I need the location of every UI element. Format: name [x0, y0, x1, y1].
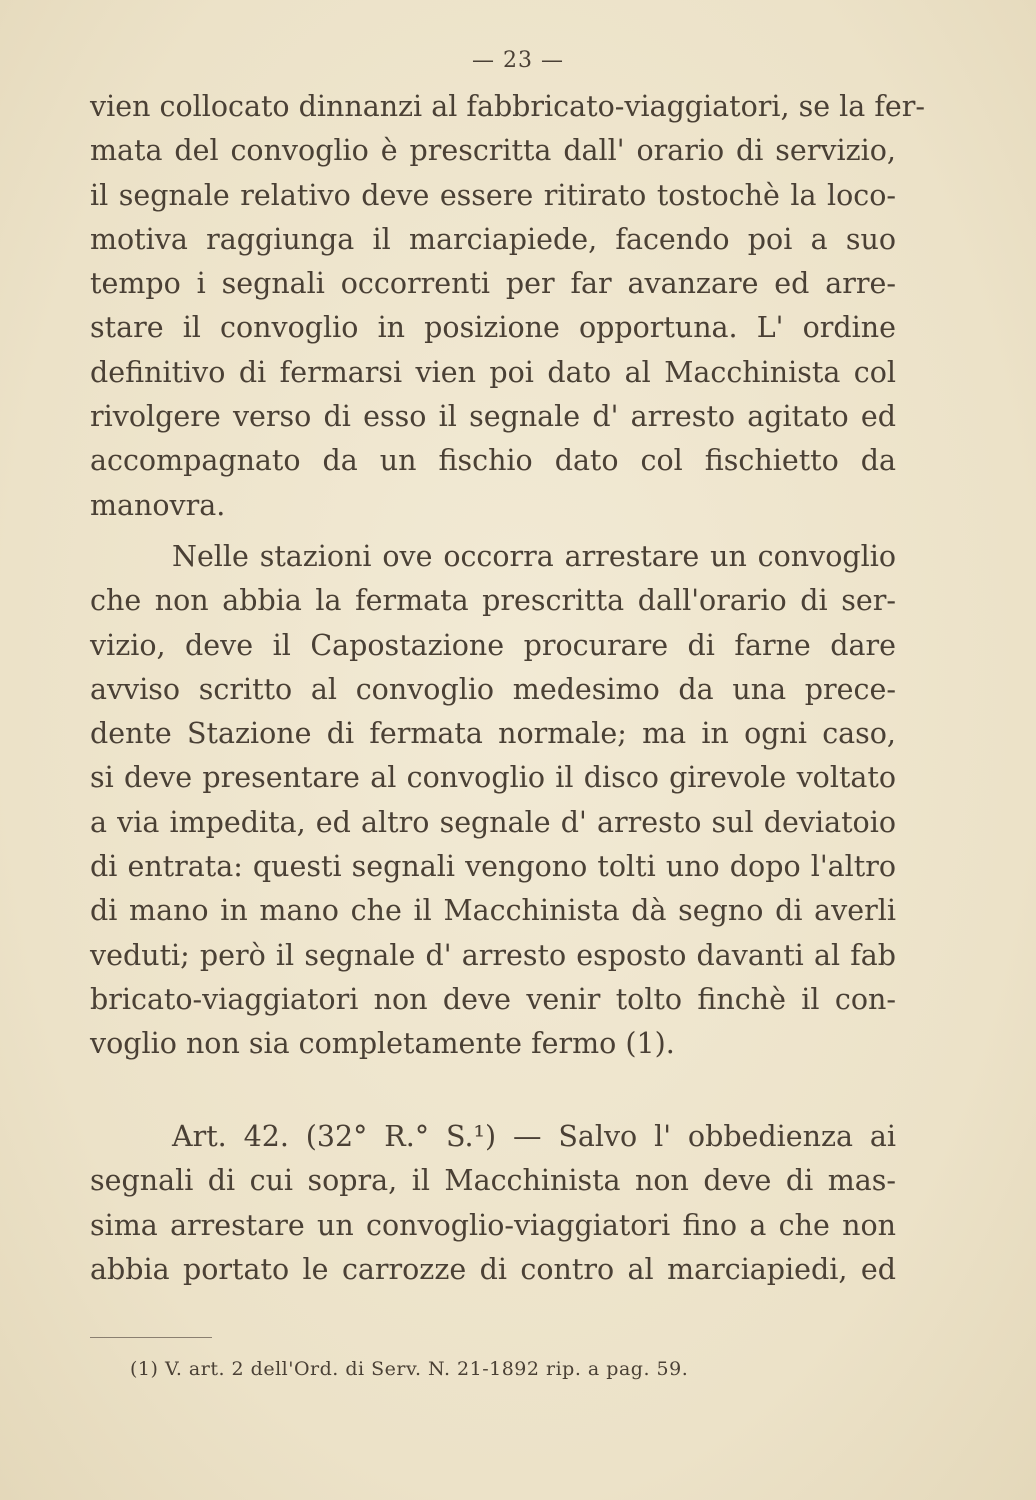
text-line: manovra. [90, 488, 226, 522]
text-line: accompagnato da un fischio dato col fischietto da [90, 444, 896, 478]
text-line: di mano in mano che il Macchinista dà segno di averli [90, 894, 896, 928]
text-line: definitivo di fermarsi vien poi dato al Macchinista col [90, 355, 896, 389]
paragraph-article-42 [90, 1115, 896, 1292]
text-line: bricato-viaggiatori non deve venir tolto finchè il con- [90, 982, 896, 1016]
text-line: stare il convoglio in posizione opportuna. L' ordine [90, 311, 896, 345]
text-line: si deve presentare al convoglio il disco girevole voltato [90, 761, 896, 795]
text-line: avviso scritto al convoglio medesimo da una prece- [90, 672, 896, 706]
text-line: Art. 42. (32° R.° S.¹) — Salvo l' obbedienza ai [172, 1120, 896, 1153]
text-line: motiva raggiunga il marciapiede, facendo poi a suo [90, 222, 896, 256]
text-line: tempo i segnali occorrenti per far avanzare ed arre- [90, 267, 896, 301]
text-line: che non abbia la fermata prescritta dall'orario di ser- [90, 584, 896, 618]
paragraph-continuation [90, 85, 926, 528]
text-line: sima arrestare un convoglio-viaggiatori fino a che non [90, 1208, 896, 1242]
text-line: vien collocato dinnanzi al fabbricato-viaggiatori, se la fer- [90, 90, 926, 123]
text-line: rivolgere verso di esso il segnale d' arresto agitato ed [90, 400, 896, 434]
text-line: di entrata: questi segnali vengono tolti uno dopo l'altro [90, 850, 896, 884]
text-line: veduti; però il segnale d' arresto esposto davanti al fab [90, 938, 896, 972]
footnote: (1) V. art. 2 dell'Ord. di Serv. N. 21-1892 rip. a pag. 59. [130, 1358, 689, 1380]
text-line: vizio, deve il Capostazione procurare di farne dare [90, 628, 896, 662]
text-line: voglio non sia completamente fermo (1). [90, 1027, 675, 1061]
text-line: mata del convoglio è prescritta dall' orario di servizio, [90, 134, 896, 168]
page-number: — 23 — [472, 48, 564, 73]
footnote-divider [90, 1337, 212, 1338]
text-line: abbia portato le carrozze di contro al marciapiedi, ed [90, 1252, 896, 1286]
text-line: il segnale relativo deve essere ritirato tostochè la loco- [90, 178, 896, 212]
text-line: dente Stazione di fermata normale; ma in ogni caso, [90, 717, 896, 751]
text-line: segnali di cui sopra, il Macchinista non deve di mas- [90, 1164, 896, 1198]
text-line: a via impedita, ed altro segnale d' arresto sul deviatoio [90, 805, 896, 839]
text-line: Nelle stazioni ove occorra arrestare un convoglio [172, 540, 896, 573]
paragraph-stations [90, 535, 896, 1067]
